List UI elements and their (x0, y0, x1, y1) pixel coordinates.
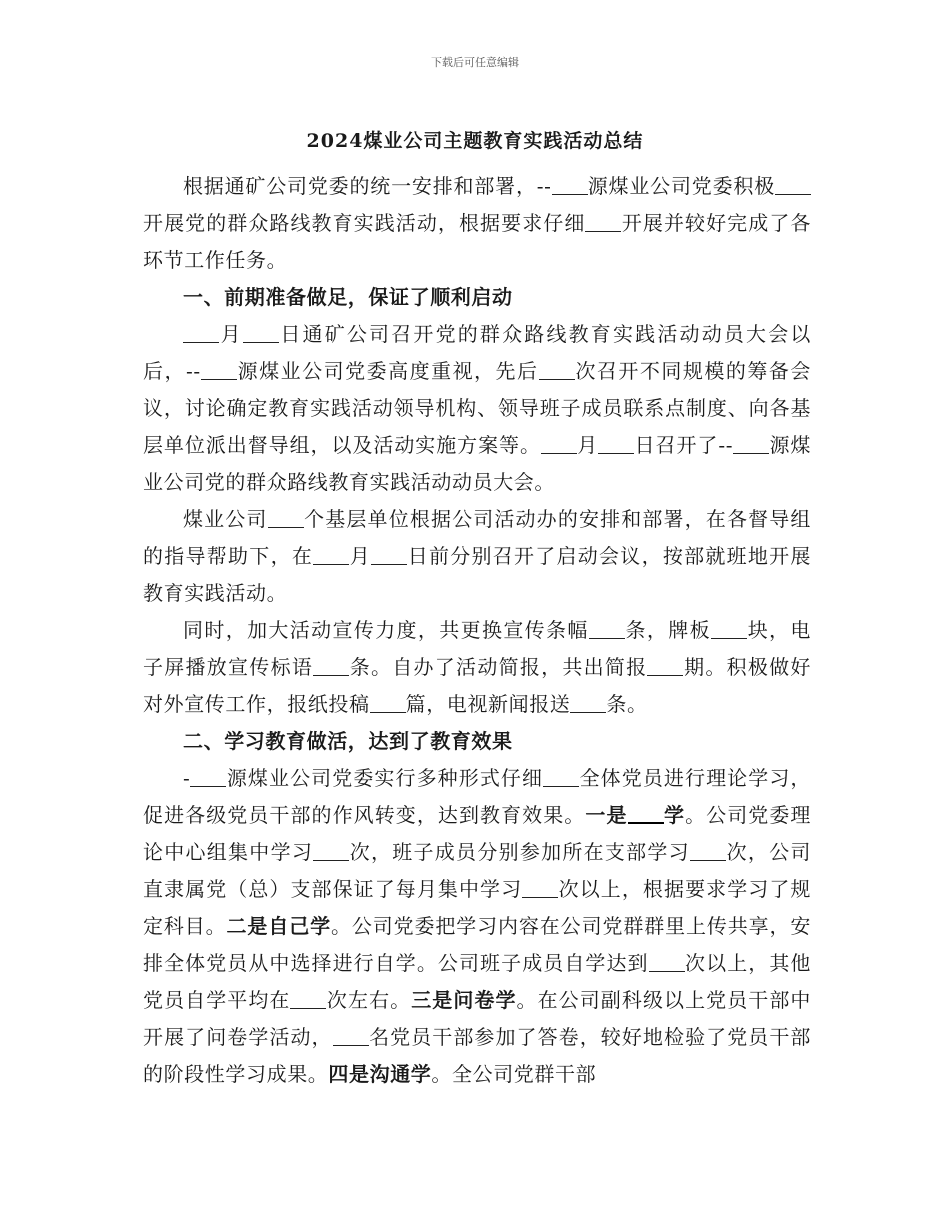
blank-line (733, 431, 769, 454)
text-segment: 全体党员进行理论学习，促进各级党员干部的作风转变，达到教育效果。 (143, 766, 812, 827)
blank-line (183, 320, 219, 343)
text-segment: 次以上，根据要求学习了规定科目。 (143, 877, 811, 938)
text-segment: 块，电子屏播放宣传标语 (143, 618, 812, 679)
blank-line (775, 172, 811, 195)
text-segment: 同时，加大活动宣传力度，共更换宣传条幅 (183, 618, 589, 642)
text-segment: 月 (576, 433, 599, 457)
text-segment: 源煤业公司党的群众路线教育实践活动动员大会。 (143, 433, 811, 494)
blank-line (598, 431, 634, 454)
blank-line (628, 800, 664, 824)
paragraph-grassroots (143, 501, 811, 612)
bold-text: 一是 (585, 803, 628, 827)
blank-line (539, 357, 575, 380)
text-segment: 源煤业公司党委实行多种形式仔细 (226, 766, 544, 790)
blank-line (370, 690, 406, 713)
text-segment: 根据通矿公司党委的统一安排和部署，-- (183, 174, 552, 198)
page-header-note: 下载后可任意编辑 (431, 56, 519, 69)
blank-line (589, 616, 625, 639)
section-heading-1: 一、前期准备做足，保证了顺利启动 (183, 285, 513, 309)
blank-line (711, 616, 747, 639)
blank-line (543, 764, 579, 787)
text-segment: 。全公司党群干部 (431, 1062, 597, 1086)
bold-text: 四是沟通学 (328, 1062, 432, 1086)
bold-text: 学 (663, 803, 686, 827)
text-segment: 日通矿公司召开党的群众路线教育实践活动动员大会以后，-- (143, 322, 811, 383)
text-segment: 。公司党委把学习内容在公司党群群里上传共享，安排全体党员从中选择进行自学。公司班子成员自学达到 (143, 914, 812, 975)
text-segment: 次，班子成员分别参加所在支部学习 (349, 840, 690, 864)
blank-line (190, 764, 226, 787)
text-segment: 月 (219, 322, 243, 346)
text-segment: 名党员干部参加了答卷，较好地检验了党员干部的阶段性学习成果。 (143, 1025, 811, 1086)
blank-line (649, 949, 685, 972)
text-segment: 日前分别召开了启动会议，按部就班地开展教育实践活动。 (143, 544, 811, 605)
blank-line (313, 653, 349, 676)
blank-line (585, 209, 621, 232)
blank-line (552, 172, 588, 195)
blank-line (522, 875, 558, 898)
text-segment: 。公司党委理论中心组集中学习 (143, 803, 811, 864)
text-segment: 条。自办了活动简报，共出简报 (349, 655, 648, 679)
blank-line (371, 542, 407, 565)
text-segment: 次召开不同规模的筹备会议，讨论确定教育实践活动领导机构、领导班子成员联系点制度、向各基层单位派出督导组，以及活动实施方案等。 (143, 359, 811, 457)
blank-line (647, 653, 683, 676)
text-segment: 源煤业公司党委高度重视，先后 (236, 359, 539, 383)
blank-line (313, 838, 349, 861)
text-segment: 月 (349, 544, 372, 568)
paragraph-publicity (143, 612, 811, 723)
text-segment: 次，公司直隶属党（总）支部保证了每月集中学习 (143, 840, 811, 901)
blank-line (541, 431, 577, 454)
bold-text: 三是问卷学 (411, 988, 517, 1012)
text-segment: 期。积极做好对外宣传工作，报纸投稿 (143, 655, 811, 716)
text-segment: 源煤业公司党委积极 (587, 174, 776, 198)
text-segment: 次以上，其他党员自学平均在 (143, 951, 811, 1012)
blank-line (333, 1023, 369, 1046)
blank-line (570, 690, 606, 713)
paragraph-study (143, 760, 811, 1093)
blank-line (201, 357, 237, 380)
text-segment: 次左右。 (326, 988, 412, 1012)
document-body (143, 168, 811, 1093)
blank-line (268, 505, 304, 528)
text-segment: 个基层单位根据公司活动办的安排和部署，在各督导组的指导帮助下，在 (143, 507, 811, 568)
text-segment: 篇，电视新闻报送 (405, 692, 571, 716)
text-segment: 。在公司副科级以上党员干部中开展了问卷学活动， (143, 988, 812, 1049)
blank-line (290, 986, 326, 1009)
paragraph-preparation (143, 316, 811, 501)
blank-line (313, 542, 349, 565)
document-title: 2024煤业公司主题教育实践活动总结 (306, 130, 644, 152)
text-segment: 条。 (606, 692, 648, 716)
bold-text: 二是自己学 (226, 914, 331, 938)
text-segment: 开展并较好完成了各环节工作任务。 (143, 211, 811, 272)
text-segment: - (183, 766, 191, 790)
section-heading-2: 二、学习教育做活，达到了教育效果 (183, 729, 513, 753)
text-segment: 条，牌板 (624, 618, 711, 642)
blank-line (690, 838, 726, 861)
blank-line (243, 320, 279, 343)
text-segment: 煤业公司 (183, 507, 268, 531)
text-segment: 开展党的群众路线教育实践活动，根据要求仔细 (143, 211, 586, 235)
text-segment: 日召开了-- (634, 433, 734, 457)
paragraph-intro (143, 168, 811, 279)
